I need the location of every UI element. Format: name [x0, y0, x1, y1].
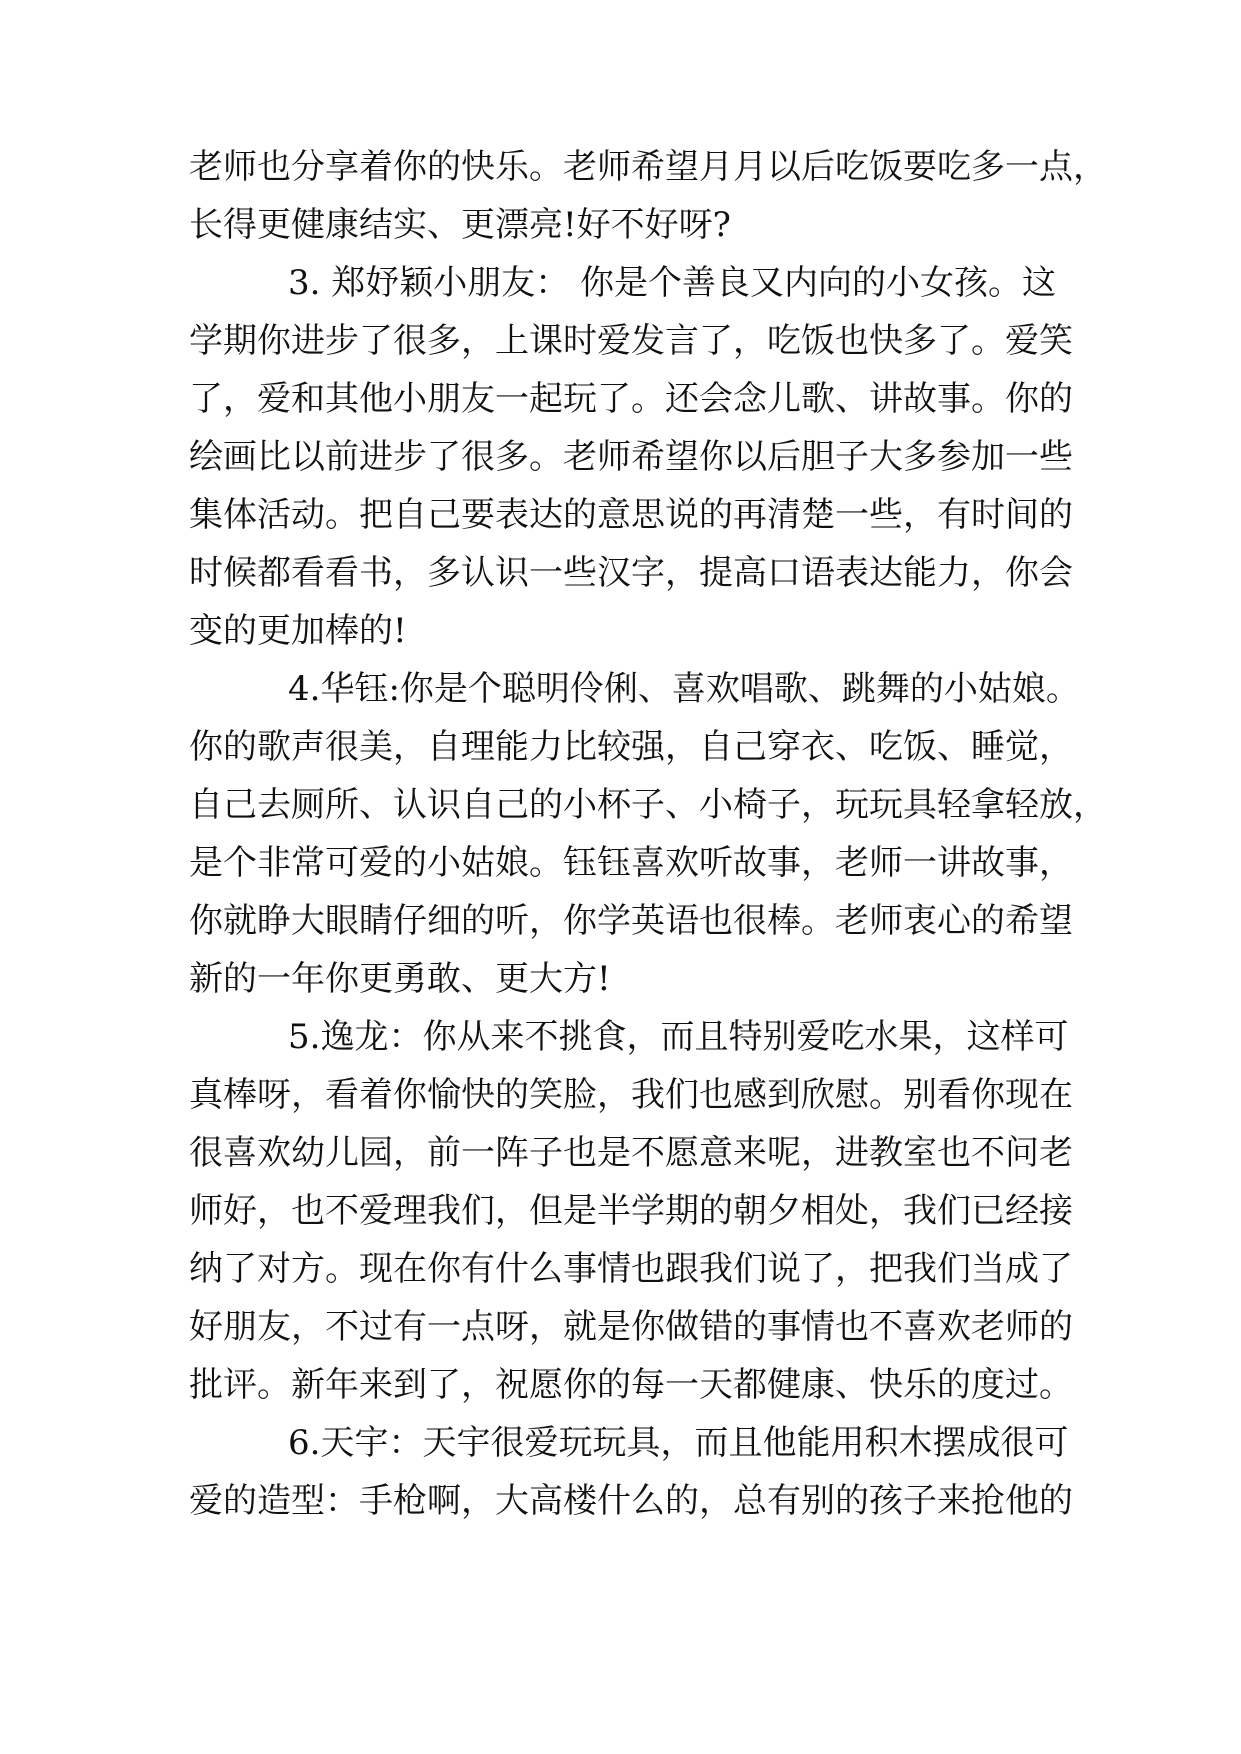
text-line: 纳了对方。现在你有什么事情也跟我们说了，把我们当成了	[189, 1249, 1073, 1289]
text-line: 学期你进步了很多，上课时爱发言了，吃饭也快多了。爱笑	[189, 321, 1073, 361]
paragraph-start-5: 5.逸龙：你从来不挑食，而且特别爱吃水果，这样可	[288, 1017, 1069, 1057]
paragraph-start-6: 6.天宇：天宇很爱玩玩具，而且他能用积木摆成很可	[288, 1423, 1069, 1463]
text-line: 了，爱和其他小朋友一起玩了。还会念儿歌、讲故事。你的	[189, 379, 1073, 419]
text-line: 师好，也不爱理我们，但是半学期的朝夕相处，我们已经接	[189, 1191, 1073, 1231]
text-line: 自己去厕所、认识自己的小杯子、小椅子，玩玩具轻拿轻放，	[189, 785, 1107, 825]
paragraph-start-4: 4.华钰:你是个聪明伶俐、喜欢唱歌、跳舞的小姑娘。	[288, 669, 1080, 709]
text-line: 集体活动。把自己要表达的意思说的再清楚一些，有时间的	[189, 495, 1073, 535]
paragraph-start-3: 3. 郑妤颖小朋友： 你是个善良又内向的小女孩。这	[288, 263, 1057, 303]
text-line: 真棒呀，看着你愉快的笑脸，我们也感到欣慰。别看你现在	[189, 1075, 1073, 1115]
text-line: 时候都看看书，多认识一些汉字，提高口语表达能力，你会	[189, 553, 1073, 593]
text-line: 变的更加棒的!	[189, 611, 407, 651]
text-line: 你就睁大眼睛仔细的听，你学英语也很棒。老师衷心的希望	[189, 901, 1073, 941]
text-line: 好朋友，不过有一点呀，就是你做错的事情也不喜欢老师的	[189, 1307, 1073, 1347]
text-line: 绘画比以前进步了很多。老师希望你以后胆子大多参加一些	[189, 437, 1073, 477]
text-line: 你的歌声很美，自理能力比较强，自己穿衣、吃饭、睡觉，	[189, 727, 1073, 767]
text-line: 很喜欢幼儿园，前一阵子也是不愿意来呢，进教室也不问老	[189, 1133, 1073, 1173]
text-line: 批评。新年来到了，祝愿你的每一天都健康、快乐的度过。	[189, 1365, 1073, 1405]
text-line: 长得更健康结实、更漂亮!好不好呀?	[189, 205, 731, 245]
text-line: 新的一年你更勇敢、更大方!	[189, 959, 611, 999]
text-line: 老师也分享着你的快乐。老师希望月月以后吃饭要吃多一点，	[189, 147, 1107, 187]
text-line: 爱的造型：手枪啊，大高楼什么的，总有别的孩子来抢他的	[189, 1481, 1073, 1521]
text-line: 是个非常可爱的小姑娘。钰钰喜欢听故事，老师一讲故事，	[189, 843, 1073, 883]
